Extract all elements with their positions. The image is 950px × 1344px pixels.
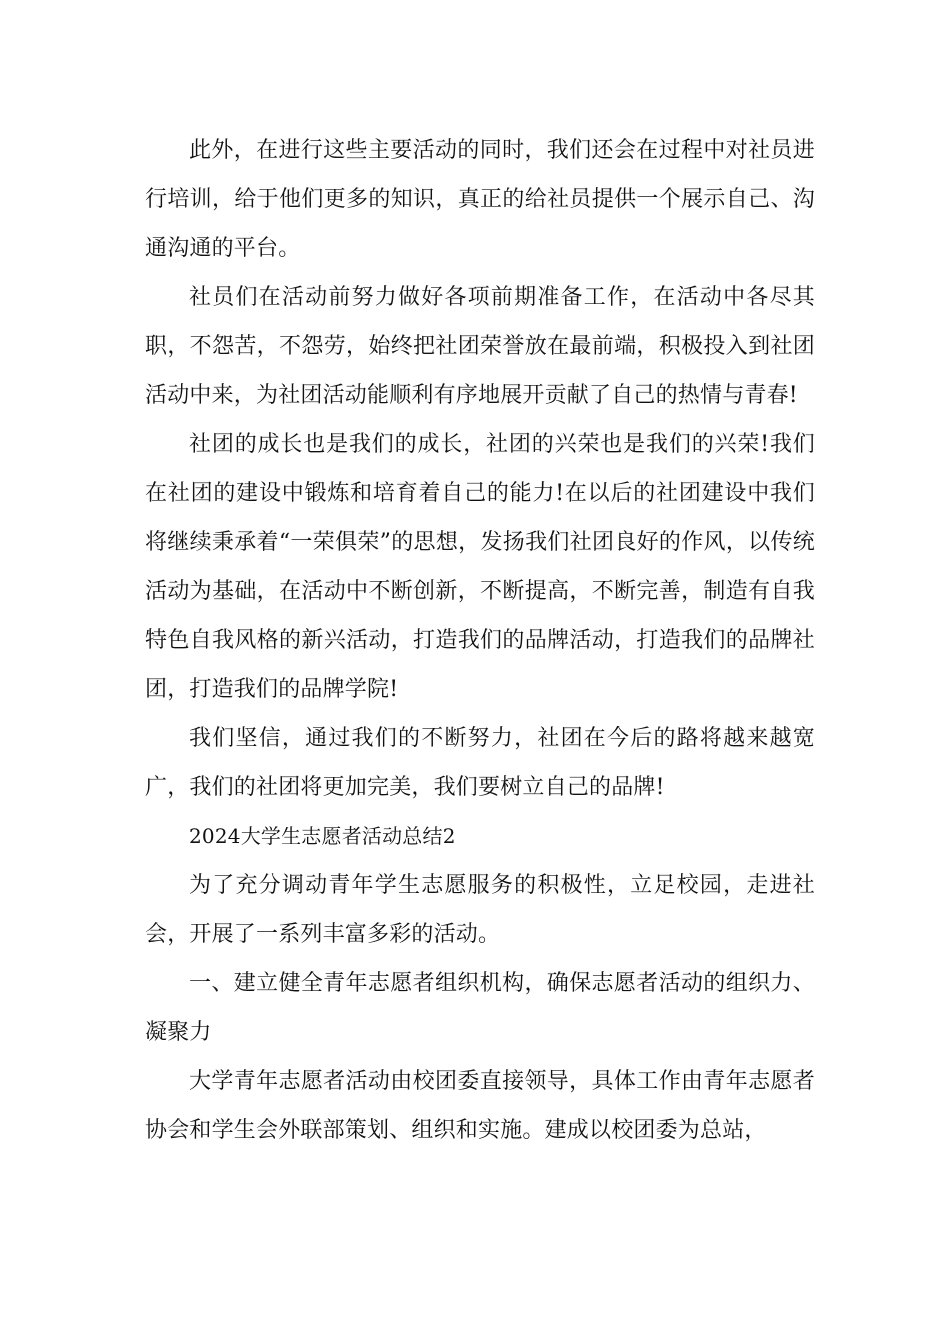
paragraph-members-effort: 社员们在活动前努力做好各项前期准备工作，在活动中各尽其职，不怨苦，不怨劳，始终把社团荣誉放在最前端，积极投入到社团活动中来，为社团活动能顺利有序地展开贡献了自己的热情与青春! — [145, 285, 815, 408]
paragraph-club-growth: 社团的成长也是我们的成长，社团的兴荣也是我们的兴荣!我们在社团的建设中锻炼和培育着自己的能力!在以后的社团建设中我们将继续秉承着“一荣俱荣”的思想，发扬我们社团良好的作风，以传统活动为基础，在活动中不断创新，不断提高，不断完善，制造有自我特色自我风格的新兴活动，打造我们的品牌活动，打造我们的品牌社团，打造我们的品牌学院! — [145, 432, 815, 702]
paragraph-organization-title: 一、建立健全青年志愿者组织机构，确保志愿者活动的组织力、凝聚力 — [145, 971, 815, 1045]
paragraph-leadership: 大学青年志愿者活动由校团委直接领导，具体工作由青年志愿者协会和学生会外联部策划、组织和实施。建成以校团委为总站， — [145, 1069, 815, 1143]
paragraph-belief: 我们坚信，通过我们的不断努力，社团在今后的路将越来越宽广，我们的社团将更加完美，我们要树立自己的品牌! — [145, 726, 815, 800]
paragraph-volunteer-intro: 为了充分调动青年学生志愿服务的积极性，立足校园，走进社会，开展了一系列丰富多彩的活动。 — [145, 873, 815, 947]
section-heading: 2024大学生志愿者活动总结2 — [189, 824, 456, 848]
document-body — [145, 126, 815, 1155]
paragraph-training: 此外，在进行这些主要活动的同时，我们还会在过程中对社员进行培训，给于他们更多的知识，真正的给社员提供一个展示自己、沟通沟通的平台。 — [145, 138, 815, 261]
